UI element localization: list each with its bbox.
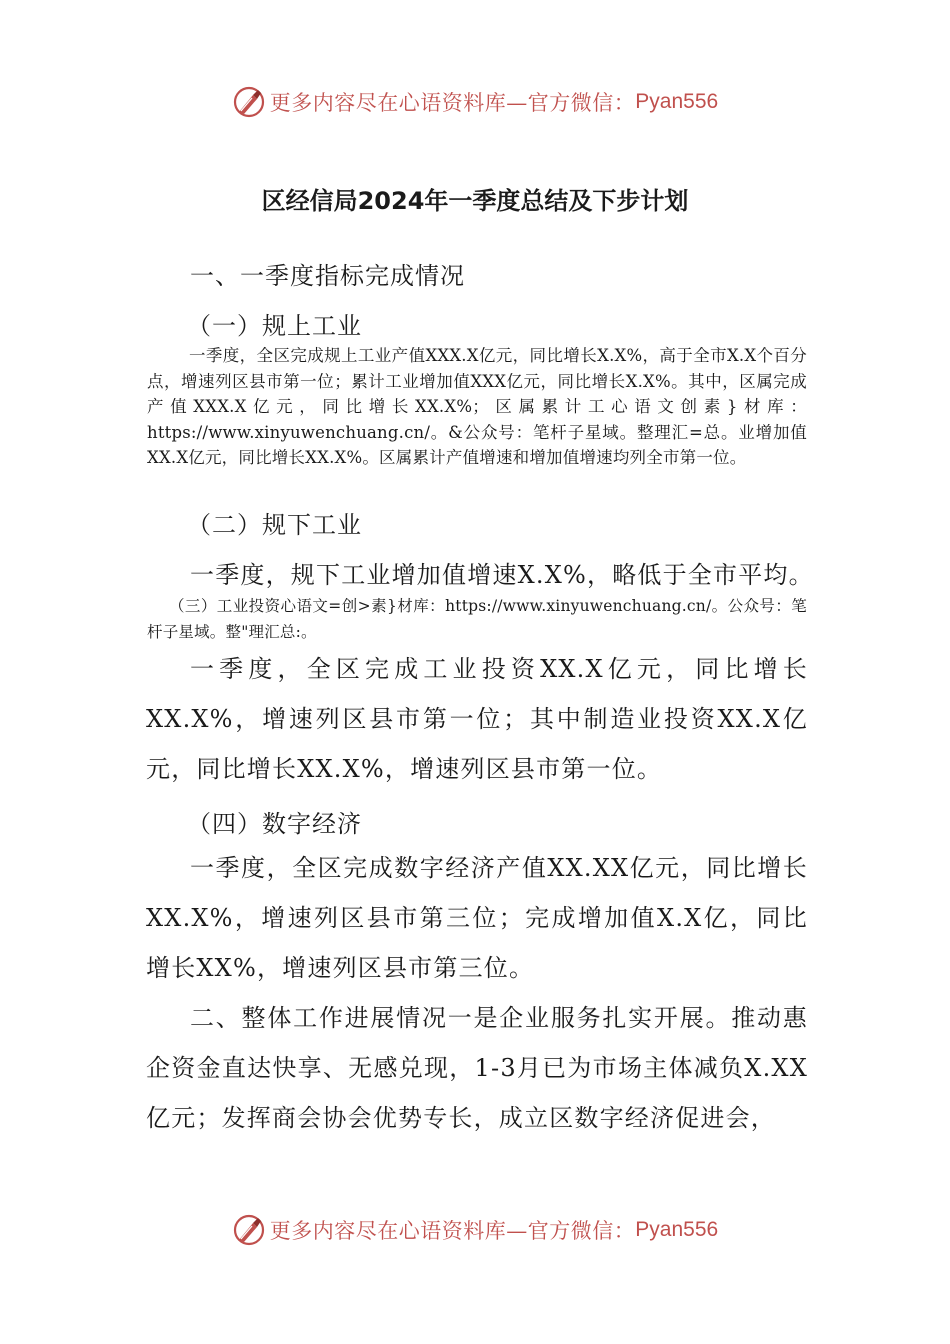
sub3-heading: （三）工业投资心语文=创>素}材库：https://www.xinyuwenchuang.cn/。公众号：笔杆子星域。整"理汇总:。 bbox=[147, 597, 807, 641]
section2-paragraph: 二、整体工作进展情况一是企业服务扎实开展。推动惠企资金直达快享、无感兑现，1-3月已为市场主体减负X.XX亿元；发挥商会协会优势专长，成立区数字经济促进会， bbox=[146, 1004, 808, 1132]
wechat-id: Pyan556 bbox=[635, 1218, 719, 1241]
wechat-id: Pyan556 bbox=[635, 90, 719, 113]
pen-nib-logo-icon bbox=[232, 1213, 266, 1247]
sub3-paragraph: 一季度，全区完成工业投资XX.X亿元，同比增长XX.X%，增速列区县市第一位；其中制造业投资XX.X亿元，同比增长XX.X%，增速列区县市第一位。 bbox=[146, 655, 808, 783]
sub4-paragraph: 一季度，全区完成数字经济产值XX.XX亿元，同比增长XX.X%，增速列区县市第三位；完成增加值X.X亿，同比增长XX%，增速列区县市第三位。 bbox=[146, 854, 808, 982]
banner-text: 更多内容尽在心语资料库—官方微信： bbox=[269, 91, 636, 115]
sub2-paragraph: 一季度，规下工业增加值增速X.X%，略低于全市平均。 bbox=[190, 561, 814, 589]
section1-heading: 一、一季度指标完成情况 bbox=[190, 262, 465, 290]
document-title: 区经信局2024年一季度总结及下步计划 bbox=[261, 187, 689, 215]
sub1-paragraph: 一季度，全区完成规上工业产值XXX.X亿元，同比增长X.X%，高于全市X.X个百分点，增速列区县市第一位；累计工业增加值XXX亿元，同比增长X.X%。其中，区属完成产值XXX.X亿元，同比增长XX.X%；区属累计工心语文创素}材库：https://www.xinyuwenchuang.cn/。&公众号：笔杆子星域。整理汇=总。业增加值XX.X亿元，同比增长XX.X%。区属累计产值增速和增加值增速均列全市第一位。 bbox=[147, 346, 807, 467]
footer-banner bbox=[0, 1210, 950, 1250]
sub4-heading: （四）数字经济 bbox=[187, 810, 362, 838]
pen-nib-logo-icon bbox=[232, 85, 266, 119]
banner-text: 更多内容尽在心语资料库—官方微信： bbox=[269, 1219, 636, 1243]
header-banner bbox=[0, 82, 950, 122]
sub1-heading: （一）规上工业 bbox=[187, 312, 362, 340]
sub2-heading: （二）规下工业 bbox=[187, 511, 362, 539]
